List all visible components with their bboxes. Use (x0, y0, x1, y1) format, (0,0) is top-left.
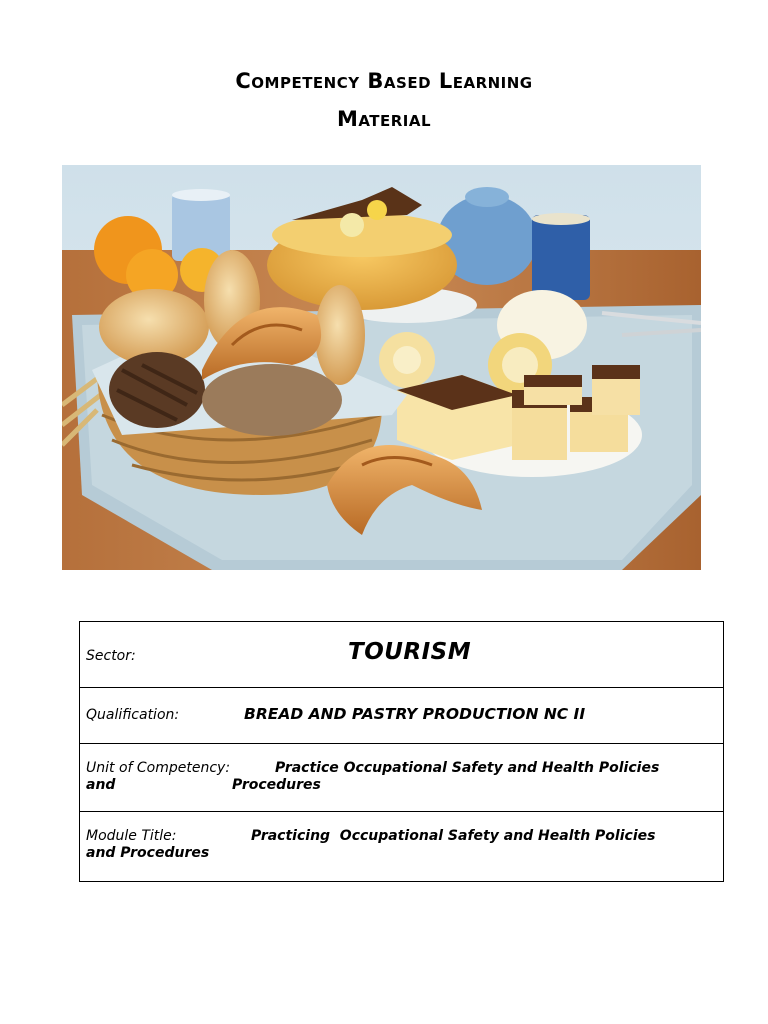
document-title (0, 62, 768, 138)
unit-of-competency-label: Unit of Competency: (86, 760, 231, 776)
qualification-row (80, 688, 724, 744)
sector-row (80, 622, 724, 688)
sector-label: Sector: (86, 648, 136, 664)
title-line-2: Material (336, 107, 432, 131)
unit-of-competency-value-and: and (86, 777, 116, 793)
unit-of-competency-value-line2: Procedures (232, 777, 321, 793)
unit-of-competency-value-line1: Practice Occupational Safety and Health Policies (275, 760, 660, 776)
qualification-value: BREAD AND PASTRY PRODUCTION NC II (244, 705, 586, 723)
info-table (79, 621, 724, 882)
title-line-1: Competency Based Learning (235, 69, 533, 93)
qualification-label: Qualification: (86, 707, 180, 723)
module-title-value-line2: and Procedures (86, 845, 210, 861)
module-title-row (80, 812, 724, 882)
unit-of-competency-row (80, 744, 724, 812)
module-title-label: Module Title: (86, 828, 177, 844)
module-title-value-line1: Practicing Occupational Safety and Health Policies (251, 828, 656, 844)
sector-value: TOURISM (348, 639, 472, 665)
bakery-photo (62, 165, 701, 570)
